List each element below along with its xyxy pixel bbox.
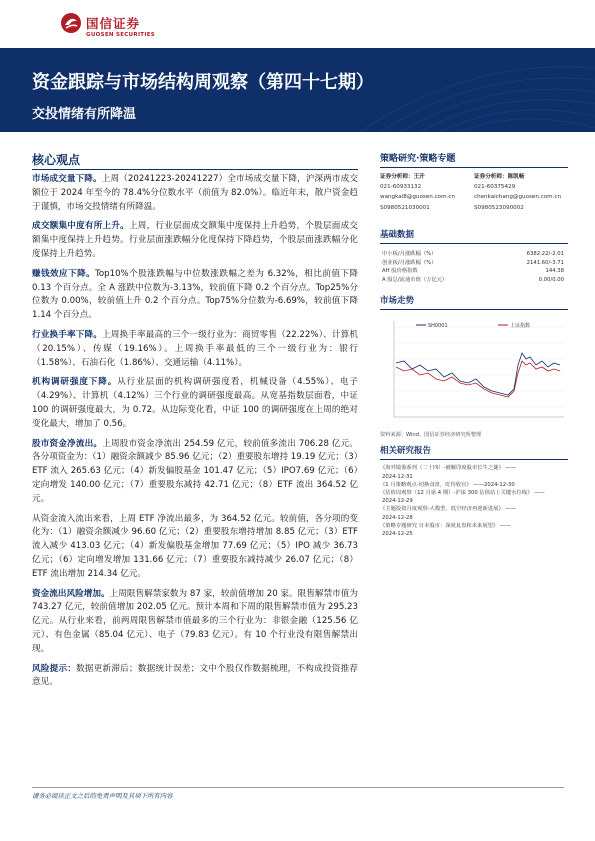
analyst-card: [380, 172, 474, 213]
basic-data-row: [380, 259, 568, 268]
paragraph-flow-changes: [32, 513, 358, 582]
market-trend-chart: [380, 313, 568, 429]
paragraph-text: 数据更新滞后；数据统计误差；文中个股仅作数据梳理，不构成投资推荐意见。: [32, 663, 358, 688]
chart-source: 资料来源：Wind、国信证券经济研究所整理: [380, 432, 482, 439]
core-views-body: [32, 173, 358, 696]
sidebar: [380, 151, 568, 538]
guosen-logo-icon: [60, 12, 82, 34]
related-reports-divider: [380, 459, 568, 460]
analyst-email[interactable]: wangkai8@guosen.com.cn: [380, 194, 455, 201]
basic-data-label: AH 股价格指数: [382, 268, 418, 275]
paragraph-keyword: 机构调研强度下降。: [32, 377, 118, 388]
related-report-item[interactable]: [380, 489, 568, 505]
report-category: 策略研究·策略专题: [380, 154, 456, 164]
analyst-block: [380, 172, 568, 226]
legend-label-secondary: 上证指数: [510, 323, 531, 330]
paragraph-turnover: [32, 329, 358, 370]
paragraph-text: 从资金流入流出来看，上周 ETF 净流出最多，为 364.52 亿元。较前值，各分项的变化为：（1）融资余额减少 96.60 亿元；（2）重要股东增持增加 8.85 亿元；（3）ETF 流入减少 413.03 亿元；（4）新发偏股基金增加 77.69 亿元；（5）IPO 减少 36.73 亿元；（6）定向增发增加 131.66 亿元；（7）重要股东减持减少 26.07 亿元；（8）ETF 流出增加 214.34 亿元。: [32, 513, 358, 579]
related-reports-heading: 相关研究报告: [380, 446, 432, 457]
paragraph-risk-warning: [32, 663, 358, 691]
brand-name-cn: 国信证券: [86, 16, 141, 31]
core-views-heading: 核心观点: [32, 153, 81, 167]
market-trend-svg: [380, 313, 568, 429]
analyst-license: S0980523090002: [474, 204, 524, 211]
paragraph-keyword: 市场成交量下降。: [32, 174, 102, 184]
market-trend-divider: [380, 309, 568, 310]
analyst-role: 证券分析师：陈凯畅: [474, 174, 525, 180]
basic-data-value: 2141.60/-3.71: [526, 259, 564, 266]
related-report-date: 2024-12-29: [382, 498, 413, 505]
core-views-divider: [32, 169, 358, 170]
related-report-title[interactable]: 《估值周观察（12 月第 4 期）-沪深 300 估值站上关键水位线》 ——: [380, 489, 545, 496]
paragraph-volume: [32, 173, 358, 214]
paragraph-text: 上周，行业层面成交额集中度保持上升趋势，个股层面成交额集中度保持上升趋势。行业层面涨跌幅分化度保持下降趋势，个股层面涨跌幅分化度保持上升趋势。: [32, 221, 358, 259]
paragraph-text: 上周（20241223-20241227）全市场成交量下降，沪深两市成交额位于 2024 年至今的 78.4%分位数水平（前值为 82.0%）。临近年末，散户资金趋于谨慎，市场交投情绪有所降温。: [32, 174, 358, 212]
paragraph-keyword: 赚钱效应下降。: [32, 268, 96, 279]
footer-disclaimer: 请务必阅读正文之后的免责声明及其项下所有内容: [32, 792, 173, 800]
legend-label-primary: SH0001: [428, 323, 448, 330]
paragraph-text: 上周限售解禁家数为 87 家，较前值增加 20 家。限售解禁市值为 743.27 亿元，较前值增加 202.05 亿元。预计本周和下周的限售解禁市值为 295.23 亿元。从行业来看，前两周限售解禁市值最多的三个行业为：非银金融（125.56 亿元）、有色金属（85.04 亿元）、电子（79.83 亿元）。有 10 个行业没有限售解禁出现。: [32, 588, 358, 654]
paragraph-keyword: 资金流出风险增加。: [32, 588, 110, 599]
basic-data-value: 6382.22/-2.01: [526, 251, 564, 257]
related-reports-list: [380, 464, 568, 538]
paragraph-text: Top10%个股涨跌幅与中位数涨跌幅之差为 6.32%，相比前值下降 0.13 个百分点。全 A 涨跌中位数为-3.13%，较前值下降 0.2 个百分点。Top25%分位数为 0.00%，较前值上升 0.2 个百分点。Top75%分位数为-6.69%，较前值下降 1.14 个百分点。: [32, 268, 358, 321]
paragraph-text: 上周股市资金净流出 254.59 亿元，较前值多流出 706.28 亿元。各分项资金为：（1）融资余额减少 85.96 亿元；（2）重要股东增持 19.19 亿元；（3）ETF 流入 265.63 亿元；（4）新发偏股基金 101.47 亿元；（5）IPO7.69 亿元；（6）定向增发 140.00 亿元；（7）重要股东减持 42.71 亿元；（8）ETF 流出 364.52 亿元。: [32, 438, 358, 504]
related-report-item[interactable]: [380, 464, 568, 480]
basic-data-heading: 基础数据: [380, 230, 415, 240]
basic-data-value: 0.00/0.00: [538, 276, 564, 283]
brand-logo: [60, 10, 200, 44]
related-report-title[interactable]: 《主题投资月度观察-大模型、低空经济再迎新进展》 ——: [380, 506, 517, 513]
analyst-phone: 021-60933132: [380, 184, 422, 191]
basic-data-divider: [380, 243, 568, 244]
paragraph-keyword: 股市资金净流出。: [32, 438, 103, 449]
paragraph-concentration: [32, 220, 358, 261]
paragraph-profit-effect: [32, 268, 358, 323]
market-trend-heading: 市场走势: [380, 296, 415, 307]
related-report-title[interactable]: 《策略专题研究 日本股市：深度复盘和未来展望》 ——: [380, 522, 511, 529]
paragraph-research-intensity: [32, 376, 358, 431]
basic-data-row: [380, 267, 568, 276]
report-title: 资金跟踪与市场结构周观察（第四十七期）: [32, 72, 374, 93]
analyst-card: [474, 172, 568, 213]
chart-background: [380, 313, 568, 429]
related-report-title[interactable]: 《1 月策略观点-切换食盘，盯待收官》 ——2024-12-30: [380, 481, 515, 488]
paragraph-text: 从行业层面的机构调研强度看，机械设备（4.55%）、电子（4.29%）、计算机（4.12%）三个行业的调研强度最高。从宽基指数层面看，中证 100 的调研强度最大，为 0.72。从边际变化看，中证 100 的调研强度在上周的绝对变化最大，增加了 0.56。: [32, 377, 358, 429]
analyst-email[interactable]: chenkaichang@guosen.com.cn: [474, 194, 562, 201]
title-banner: [0, 48, 595, 132]
related-report-date: 2024-12-31: [382, 473, 413, 480]
analyst-phone: 021-60375429: [474, 184, 516, 191]
paragraph-text: 上周换手率最高的三个一级行业为：商贸零售（22.22%）、计算机（20.15%）、传媒（19.16%）。上周换手率最低的三个一级行业为：银行（1.58%）、石油石化（1.86%）、交通运输（4.11%）。: [32, 329, 358, 368]
basic-data-label: 创业板/月涨跌幅（%）: [382, 259, 437, 266]
analyst-license: S0980521030001: [380, 204, 430, 211]
report-subtitle: 交投情绪有所降温: [32, 107, 137, 122]
basic-data-row: [380, 276, 568, 285]
basic-data-table: [380, 250, 568, 284]
related-report-title[interactable]: 《海外镜鉴系列（二十四）-被解印度股市长牛之谜》 ——: [380, 465, 517, 472]
brand-name-en: GUOSEN SECURITIES: [86, 32, 156, 38]
footer-divider: [32, 787, 564, 788]
paragraph-fund-outflow: [32, 438, 358, 507]
basic-data-label: 中小板/月涨跌幅（%）: [382, 251, 437, 257]
paragraph-keyword: 行业换手率下降。: [32, 329, 103, 340]
paragraph-outflow-risk: [32, 588, 358, 657]
related-report-item[interactable]: [380, 505, 568, 521]
basic-data-row: [380, 250, 568, 259]
paragraph-keyword: 成交额集中度有所上升。: [32, 221, 129, 232]
related-report-date: 2024-12-28: [382, 514, 413, 521]
related-report-item[interactable]: [380, 522, 568, 538]
paragraph-keyword: 风险提示：: [32, 663, 77, 674]
basic-data-value: 144.38: [545, 268, 564, 275]
related-report-date: 2024-12-25: [382, 531, 413, 537]
sidebar-divider: [380, 167, 568, 168]
basic-data-label: A 股总/流通市值（万亿元）: [382, 276, 448, 283]
analyst-role: 证券分析师：王开: [380, 174, 425, 180]
related-report-item[interactable]: [380, 481, 568, 489]
